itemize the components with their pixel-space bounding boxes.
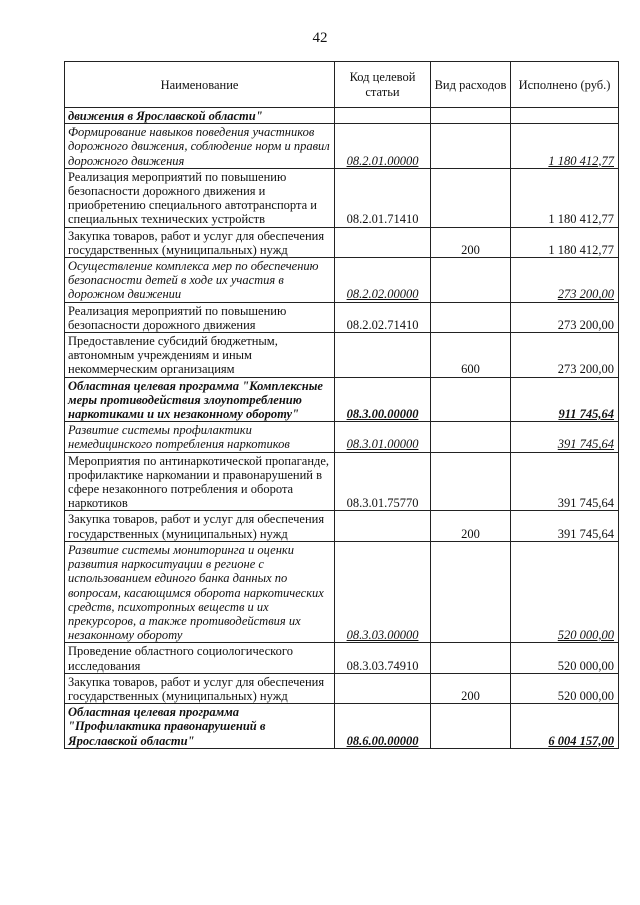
row-code: 08.3.01.75770 [335, 452, 431, 511]
header-code: Код целевой статьи [335, 62, 431, 108]
row-name: Областная целевая программа "Профилактика правонарушений в Ярославской области" [65, 704, 335, 749]
row-amount: 1 180 412,77 [511, 168, 619, 227]
row-code [335, 108, 431, 124]
row-type: 200 [431, 673, 511, 703]
row-amount: 1 180 412,77 [511, 124, 619, 169]
row-name: Областная целевая программа "Комплексные меры противодействия злоупотреблению наркотиками и их незаконному обороту" [65, 377, 335, 422]
row-type: 200 [431, 511, 511, 541]
row-code [335, 333, 431, 378]
row-amount [511, 108, 619, 124]
page-number: 42 [312, 30, 328, 46]
row-type [431, 541, 511, 642]
table-row [65, 511, 619, 541]
table-row [65, 302, 619, 332]
row-amount: 520 000,00 [511, 643, 619, 673]
row-code: 08.3.01.00000 [335, 422, 431, 452]
row-code: 08.3.00.00000 [335, 377, 431, 422]
row-amount: 911 745,64 [511, 377, 619, 422]
expenditure-table [64, 61, 619, 749]
row-type [431, 124, 511, 169]
row-code [335, 673, 431, 703]
row-amount: 273 200,00 [511, 333, 619, 378]
row-code: 08.6.00.00000 [335, 704, 431, 749]
row-name: движения в Ярославской области" [65, 108, 335, 124]
row-name: Осуществление комплекса мер по обеспечению безопасности детей в ходе их участия в дорожном движении [65, 258, 335, 303]
row-amount: 273 200,00 [511, 258, 619, 303]
table-row [65, 124, 619, 169]
row-code: 08.2.01.00000 [335, 124, 431, 169]
row-type [431, 643, 511, 673]
table-row [65, 108, 619, 124]
row-amount: 391 745,64 [511, 452, 619, 511]
row-amount: 391 745,64 [511, 511, 619, 541]
row-name: Реализация мероприятий по повышению безопасности дорожного движения и приобретению специального автотранспорта и специальных технических устройств [65, 168, 335, 227]
header-amount: Исполнено (руб.) [511, 62, 619, 108]
row-type [431, 168, 511, 227]
table-row [65, 258, 619, 303]
row-name: Формирование навыков поведения участников дорожного движения, соблюдение норм и правил дорожного движения [65, 124, 335, 169]
row-name: Проведение областного социологического исследования [65, 643, 335, 673]
header-type: Вид расходов [431, 62, 511, 108]
row-name: Мероприятия по антинаркотической пропаганде, профилактике наркомании и правонарушений в сфере незаконного потребления и оборота наркотиков [65, 452, 335, 511]
row-name: Закупка товаров, работ и услуг для обеспечения государственных (муниципальных) нужд [65, 511, 335, 541]
row-type [431, 108, 511, 124]
row-code: 08.2.02.71410 [335, 302, 431, 332]
table-row [65, 377, 619, 422]
row-name: Закупка товаров, работ и услуг для обеспечения государственных (муниципальных) нужд [65, 673, 335, 703]
row-type [431, 377, 511, 422]
row-type [431, 422, 511, 452]
row-code: 08.2.01.71410 [335, 168, 431, 227]
row-type [431, 704, 511, 749]
header-name: Наименование [65, 62, 335, 108]
row-type: 600 [431, 333, 511, 378]
row-amount: 6 004 157,00 [511, 704, 619, 749]
row-amount: 520 000,00 [511, 541, 619, 642]
table-row [65, 541, 619, 642]
row-amount: 273 200,00 [511, 302, 619, 332]
row-code [335, 511, 431, 541]
row-code [335, 227, 431, 257]
row-type [431, 452, 511, 511]
row-amount: 391 745,64 [511, 422, 619, 452]
table-row [65, 452, 619, 511]
row-amount: 520 000,00 [511, 673, 619, 703]
row-name: Развитие системы профилактики немедицинского потребления наркотиков [65, 422, 335, 452]
table-row [65, 422, 619, 452]
table-row [65, 333, 619, 378]
row-code: 08.3.03.00000 [335, 541, 431, 642]
row-name: Реализация мероприятий по повышению безопасности дорожного движения [65, 302, 335, 332]
table-row [65, 673, 619, 703]
row-type: 200 [431, 227, 511, 257]
row-name: Развитие системы мониторинга и оценки развития наркоситуации в регионе с использованием единого банка данных по вопросам, касающимся оборота наркотических средств, психотропных веществ и их прекурсоров, а также противодействия их незаконному обороту [65, 541, 335, 642]
table-row [65, 704, 619, 749]
row-name: Предоставление субсидий бюджетным, автономным учреждениям и иным некоммерческим организациям [65, 333, 335, 378]
row-code: 08.3.03.74910 [335, 643, 431, 673]
table-row [65, 643, 619, 673]
row-amount: 1 180 412,77 [511, 227, 619, 257]
row-type [431, 302, 511, 332]
table-body [65, 108, 619, 749]
table-row [65, 168, 619, 227]
row-name: Закупка товаров, работ и услуг для обеспечения государственных (муниципальных) нужд [65, 227, 335, 257]
table-header-row [65, 62, 619, 108]
row-code: 08.2.02.00000 [335, 258, 431, 303]
table-row [65, 227, 619, 257]
row-type [431, 258, 511, 303]
